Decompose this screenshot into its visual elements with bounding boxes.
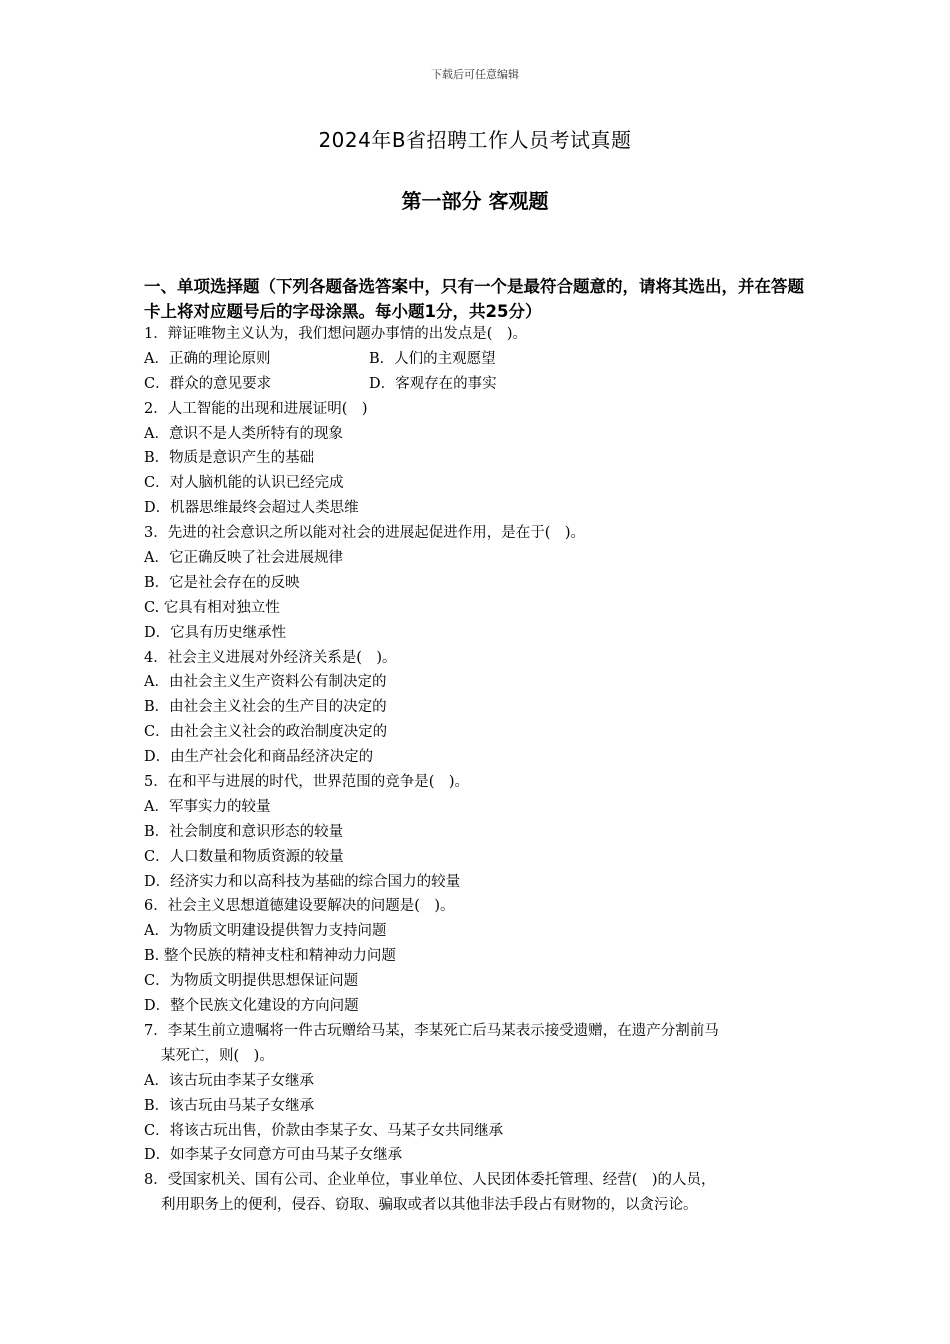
question-7 [144, 1019, 814, 1168]
option-d: D．客观存在的事实 [369, 375, 497, 392]
question-stem: 5．在和平与进展的时代，世界范围的竞争是( )。 [144, 774, 470, 791]
question-stem: 4．社会主义进展对外经济关系是( )。 [144, 649, 397, 666]
question-4 [144, 646, 814, 770]
question-stem-continued: 利用职务上的便利，侵吞、窃取、骗取或者以其他非法手段占有财物的，以贪污论。 [161, 1197, 698, 1214]
question-stem: 1．辩证唯物主义认为，我们想问题办事情的出发点是( )。 [144, 326, 528, 342]
option-a: A．正确的理论原则 [144, 350, 271, 367]
option-a: A．意识不是人类所特有的现象 [144, 425, 343, 442]
option-b: B. 整个民族的精神支柱和精神动力问题 [144, 948, 396, 965]
option-a: A．它正确反映了社会进展规律 [144, 550, 343, 567]
question-stem-continued: 某死亡，则( )。 [161, 1047, 274, 1064]
section-heading: 一、单项选择题（下列各题备选答案中，只有一个是最符合题意的，请将其选出，并在答题卡上将对应题号后的字母涂黑。每小题1分，共25分） [144, 277, 804, 321]
question-stem: 6．社会主义思想道德建设要解决的问题是( )。 [144, 898, 455, 915]
option-b: B．人们的主观愿望 [369, 350, 496, 367]
question-8 [144, 1168, 814, 1218]
question-5 [144, 770, 814, 894]
option-b: B．社会制度和意识形态的较量 [144, 823, 344, 840]
question-stem: 8．受国家机关、国有公司、企业单位，事业单位、人民团体委托管理、经营( )的人员， [144, 1172, 716, 1189]
option-a: A．该古玩由李某子女继承 [144, 1072, 314, 1089]
option-c: C. 它具有相对独立性 [144, 599, 280, 616]
option-c: C．由社会主义社会的政治制度决定的 [144, 724, 388, 741]
option-d: D．整个民族文化建设的方向问题 [144, 998, 359, 1015]
question-stem: 2．人工智能的出现和进展证明( ) [144, 400, 368, 417]
question-6 [144, 894, 814, 1018]
option-d: D．经济实力和以高科技为基础的综合国力的较量 [144, 873, 461, 890]
question-stem: 7．李某生前立遗嘱将一件古玩赠给马某，李某死亡后马某表示接受遗赠，在遗产分割前马 [144, 1022, 719, 1039]
question-stem: 3．先进的社会意识之所以能对社会的进展起促进作用，是在于( )。 [144, 525, 586, 542]
option-b: B．由社会主义社会的生产目的决定的 [144, 699, 387, 716]
option-a: A．军事实力的较量 [144, 798, 271, 815]
option-a: A．为物质文明建设提供智力支持问题 [144, 923, 387, 940]
option-c: C．人口数量和物质资源的较量 [144, 848, 344, 865]
option-c: C．群众的意见要求 [144, 375, 272, 392]
option-a: A．由社会主义生产资料公有制决定的 [144, 674, 387, 691]
option-d: D．由生产社会化和商品经济决定的 [144, 749, 374, 766]
option-d: D．它具有历史继承性 [144, 624, 287, 641]
question-1 [144, 322, 814, 397]
option-c: C．为物质文明提供思想保证问题 [144, 973, 359, 990]
question-2 [144, 397, 814, 521]
option-row [144, 347, 814, 372]
page-title: 2024年B省招聘工作人员考试真题 [318, 128, 632, 152]
option-c: C．对人脑机能的认识已经完成 [144, 475, 344, 492]
header-note: 下载后可任意编辑 [431, 68, 519, 81]
question-list [144, 322, 814, 1218]
part-heading: 第一部分 客观题 [401, 189, 549, 213]
option-d: D．如李某子女同意方可由马某子女继承 [144, 1147, 403, 1164]
option-d: D．机器思维最终会超过人类思维 [144, 500, 359, 517]
option-b: B．它是社会存在的反映 [144, 574, 300, 591]
option-b: B．该古玩由马某子女继承 [144, 1097, 315, 1114]
option-row [144, 372, 814, 397]
option-b: B．物质是意识产生的基础 [144, 450, 315, 467]
question-3 [144, 521, 814, 645]
option-c: C．将该古玩出售，价款由李某子女、马某子女共同继承 [144, 1122, 504, 1139]
